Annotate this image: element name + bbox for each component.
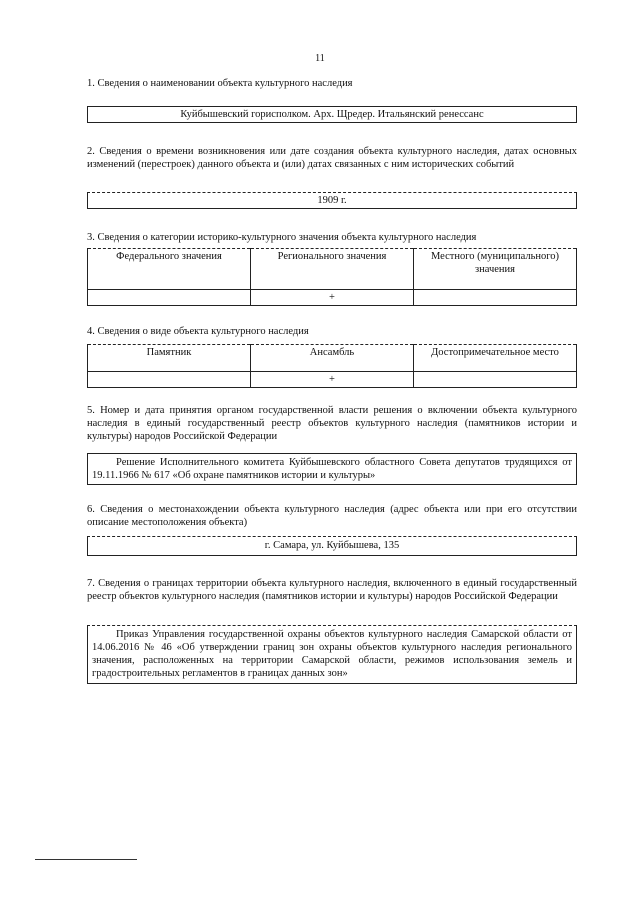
section6-value: г. Самара, ул. Куйбышева, 135 xyxy=(264,540,400,551)
section5-value-box xyxy=(87,453,577,485)
section4-mark-monument xyxy=(88,372,251,388)
section1-value-box xyxy=(87,106,577,123)
section4-col-monument: Памятник xyxy=(88,345,251,372)
section1-heading: 1. Сведения о наименовании объекта культурного наследия xyxy=(87,78,353,89)
section5-value: Решение Исполнительного комитета Куйбышевского областного Совета депутатов трудящихся от 19.11.1966 № 617 «Об охране памятников истории и культуры» xyxy=(92,457,572,481)
section4-col-ensemble: Ансамбль xyxy=(251,345,414,372)
section2-value-box xyxy=(87,192,577,209)
section7-heading: 7. Сведения о границах территории объекта культурного наследия, включенного в единый государственный реестр объектов культурного наследия (памятников истории и культуры) народов Российской Федерации xyxy=(87,578,577,602)
section3-col-federal: Федерального значения xyxy=(88,249,251,290)
section5-heading: 5. Номер и дата принятия органом государственной власти решения о включении объекта культурного наследия в единый государственный реестр объектов культурного наследия (памятников истории и культуры) народов Российской Федерации xyxy=(87,405,577,442)
section4-mark-landmark xyxy=(414,372,577,388)
section3-mark-local xyxy=(414,290,577,306)
section4-mark-ensemble: + xyxy=(251,372,414,388)
section3-col-regional: Регионального значения xyxy=(251,249,414,290)
section3-col-local: Местного (муниципального) значения xyxy=(414,249,577,290)
section7-value-box xyxy=(87,625,577,684)
section1-value: Куйбышевский горисполком. Арх. Щредер. Итальянский ренессанс xyxy=(180,109,484,120)
section3-table xyxy=(87,248,577,306)
section7-value: Приказ Управления государственной охраны объектов культурного наследия Самарской области от 14.06.2016 № 46 «Об утверждении границ зон охраны объектов культурного наследия регионального значения, расположенных на территории Самарской области, режимов использования земель и градостроительных регламентов в границах данных зон» xyxy=(92,629,572,679)
footnote-divider xyxy=(35,859,137,860)
section3-mark-regional: + xyxy=(251,290,414,306)
section2-value: 1909 г. xyxy=(317,195,347,206)
section2-heading: 2. Сведения о времени возникновения или дате создания объекта культурного наследия, датах основных изменений (перестроек) данного объекта и (или) датах связанных с ним исторических событий xyxy=(87,146,577,170)
section6-heading: 6. Сведения о местонахождении объекта культурного наследия (адрес объекта или при его отсутствии описание местоположения объекта) xyxy=(87,504,577,528)
section3-mark-federal xyxy=(88,290,251,306)
page-number: 11 xyxy=(315,53,325,64)
section6-value-box xyxy=(87,536,577,556)
section4-table xyxy=(87,344,577,388)
section4-heading: 4. Сведения о виде объекта культурного наследия xyxy=(87,326,309,337)
section3-heading: 3. Сведения о категории историко-культурного значения объекта культурного наследия xyxy=(87,232,477,243)
section4-col-landmark: Достопримечательное место xyxy=(414,345,577,372)
